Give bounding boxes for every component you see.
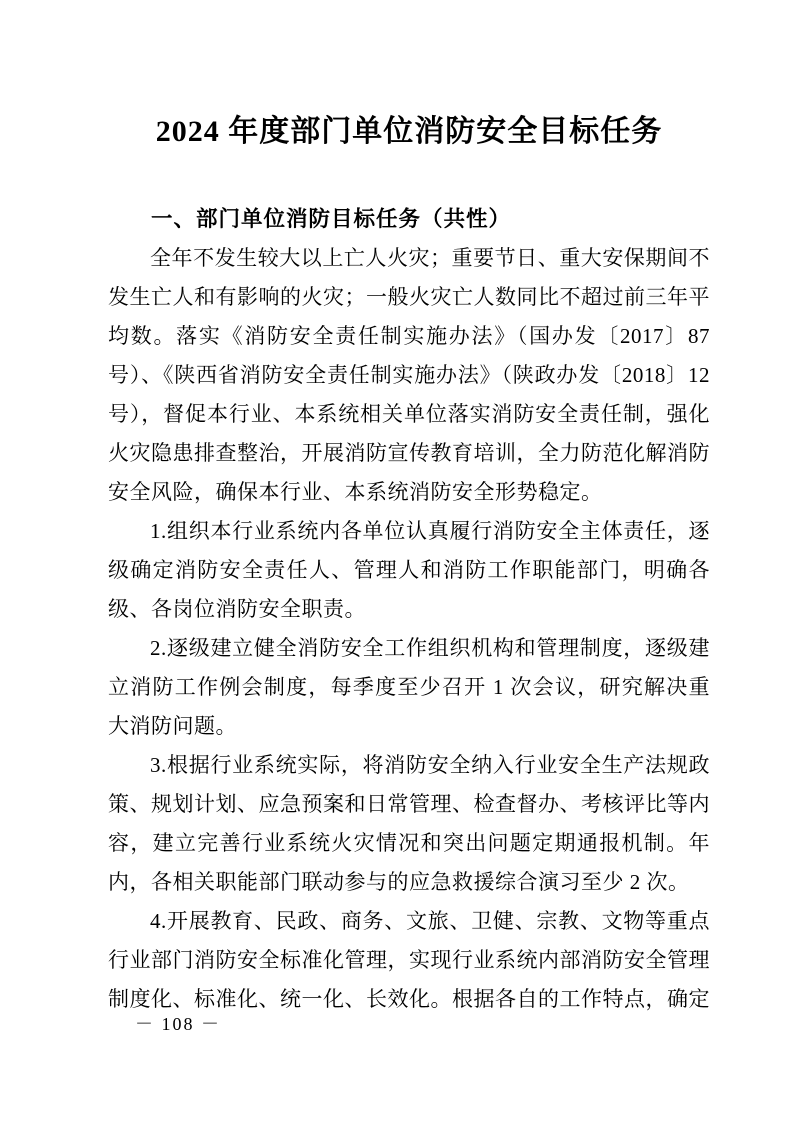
- section-heading: 一、部门单位消防目标任务（共性）: [151, 207, 512, 231]
- document-title: 2024 年度部门单位消防安全目标任务: [155, 115, 663, 148]
- page-number: － 108 －: [135, 1014, 221, 1034]
- document-content: [108, 0, 710, 1019]
- document-body: [108, 239, 710, 1019]
- paragraph-item-1: 1.组织本行业系统内各单位认真履行消防安全主体责任，逐级确定消防安全责任人、管理人和消防工作职能部门，明确各级、各岗位消防安全职责。: [108, 519, 710, 621]
- paragraph-intro: 全年不发生较大以上亡人火灾；重要节日、重大安保期间不发生亡人和有影响的火灾；一般火灾亡人数同比不超过前三年平均数。落实《消防安全责任制实施办法》（国办发〔2017〕87 号）、《陕西省消防安全责任制实施办法》（陕政办发〔2018〕12 号），督促本行业、本系统相关单位落实消防安全责任制，强化火灾隐患排查整治，开展消防宣传教育培训，全力防范化解消防安全风险，确保本行业、本系统消防安全形势稳定。: [108, 246, 710, 504]
- paragraph-item-3: 3.根据行业系统实际，将消防安全纳入行业安全生产法规政策、规划计划、应急预案和日常管理、检查督办、考核评比等内容，建立完善行业系统火灾情况和突出问题定期通报机制。年内，各相关职能部门联动参与的应急救援综合演习至少 2 次。: [108, 753, 710, 894]
- paragraph-item-4: 4.开展教育、民政、商务、文旅、卫健、宗教、文物等重点行业部门消防安全标准化管理，实现行业系统内部消防安全管理制度化、标准化、统一化、长效化。根据各自的工作特点，确定: [108, 909, 710, 1011]
- paragraph-item-2: 2.逐级建立健全消防安全工作组织机构和管理制度，逐级建立消防工作例会制度，每季度至少召开 1 次会议，研究解决重大消防问题。: [108, 636, 710, 738]
